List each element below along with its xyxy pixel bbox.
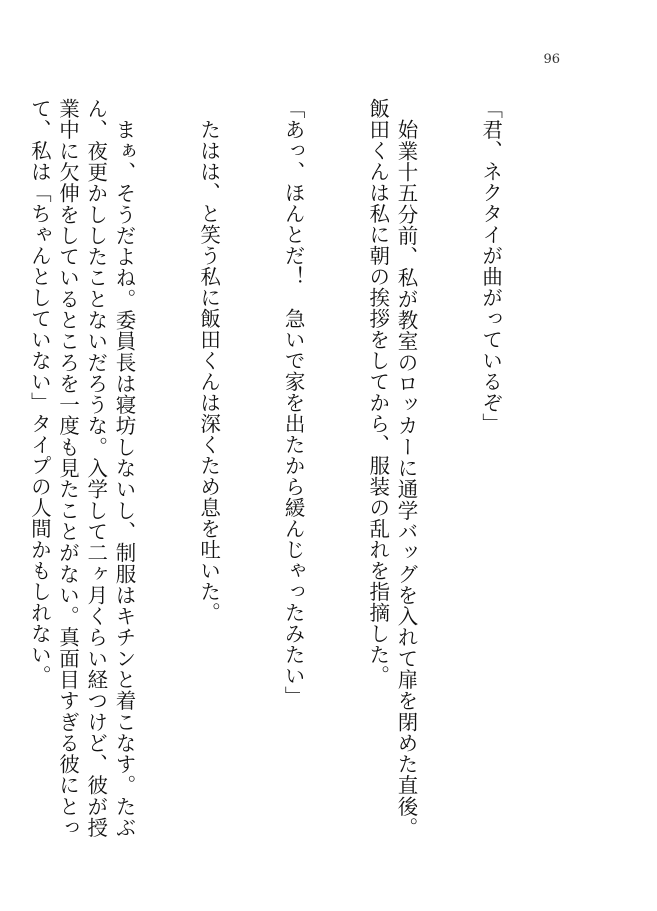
- paragraph-5: まぁ、そうだよね。委員長は寝坊しないし、制服はキチンと着こなす。たぶん、夜更かししたことないだろうな。入学して二ヶ月くらい経つけど、彼が授業中に欠伸をしているところを一度も見たことがない。真面目すぎる彼にとって、私は「ちゃんとしていない」タイプの人間かもしれない。: [27, 98, 136, 838]
- paragraph-2: 始業十五分前、私が教室のロッカーに通学バッグを入れて扉を閉めた直後。飯田くんは私に朝の挨拶をしてから、服装の乱れを指摘した。: [365, 98, 418, 838]
- body-text: [0, 98, 561, 838]
- paragraph-4: たはは、と笑う私に飯田くんは深くため息を吐いた。: [196, 98, 221, 623]
- paragraph-1: 「君、ネクタイが曲がっているぞ」: [478, 98, 503, 434]
- page-number: 96: [543, 52, 560, 67]
- paragraph-3: 「あっ、ほんとだ！ 急いで家を出たから緩んじゃったみたい」: [281, 98, 306, 707]
